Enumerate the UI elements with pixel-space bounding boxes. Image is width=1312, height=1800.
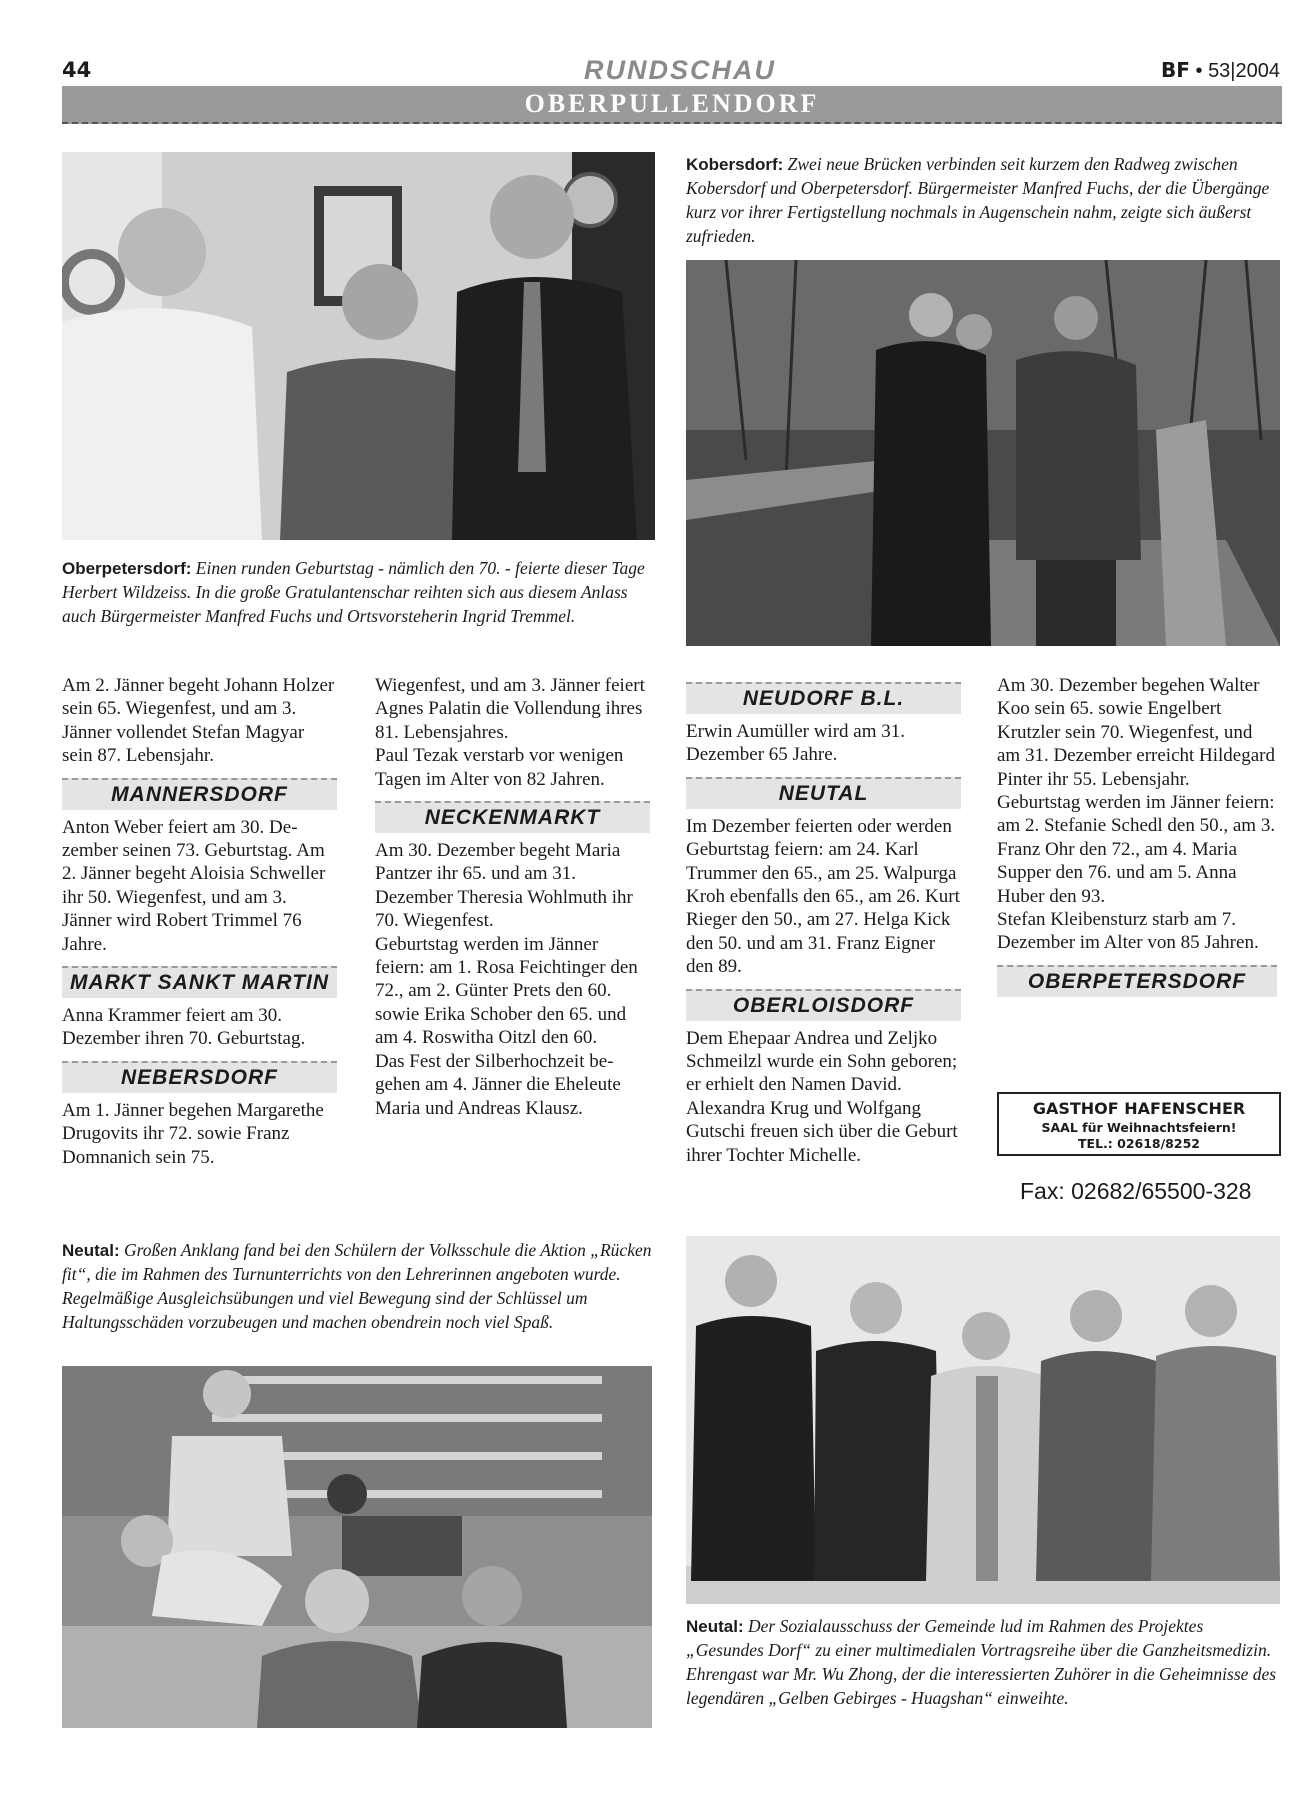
issue-brand: BF bbox=[1161, 58, 1190, 82]
paragraph: Wiegenfest, und am 3. Jänner feiert Agnes Palatin die Vollendung ihres 81. Lebensjahres. bbox=[375, 675, 645, 743]
caption-school bbox=[62, 1238, 658, 1334]
section-heading: NECKENMARKT bbox=[375, 801, 650, 833]
section-heading: NEUDORF B.L. bbox=[686, 682, 961, 714]
paragraph: Dem Ehepaar Andrea und Zeljko Schmeilzl wurde ein Sohn geboren; er erhielt den Namen David. Alexandra Krug und Wolfgang Gutschi freuen sich über die Geburt ihrer Tochter Michelle. bbox=[686, 1027, 958, 1166]
photo-group bbox=[686, 1236, 1280, 1604]
page-number: 44 bbox=[62, 58, 92, 82]
paragraph: Geburtstag werden im Jänner feiern: am 1. Rosa Feichtinger den 72., am 2. Günter Prets den 60. sowie Erika Schober den 65. und am 4. Roswitha Oitzl den 60. bbox=[375, 933, 638, 1049]
photo-birthday bbox=[62, 152, 655, 540]
photo-school bbox=[62, 1366, 652, 1728]
paragraph: Am 1. Jänner begehen Margarethe Drugovits ihr 72. sowie Franz Domnanich sein 75. bbox=[62, 1099, 324, 1168]
paragraph: Geburtstag werden im Jänner feiern: am 2. Stefanie Schedl den 50., am 3. Franz Ohr den 72., am 4. Maria Supper den 76. und am 5. Anna Huber den 93. bbox=[997, 792, 1276, 907]
paragraph: Anton Weber feiert am 30. Dezember seinen 73. Geburtstag. Am 2. Jänner begeht Aloisia Schweller ihr 50. Wiegenfest, und am 3. Jänner wird Robert Trimmel 76 Jahre. bbox=[62, 816, 326, 955]
caption-text: Zwei neue Brücken verbinden seit kurzem den Radweg zwischen Kobersdorf und Oberpetersdorf. Bürgermeister Manfred Fuchs, der die Übergänge kurz vor ihrer Fertigstellung nochmals in Augenschein nahm, zeigte sich äußerst zufrieden. bbox=[686, 154, 1270, 246]
issue-info bbox=[1161, 58, 1280, 83]
fax-number: Fax: 02682/65500-328 bbox=[1020, 1178, 1252, 1204]
column-3 bbox=[686, 674, 961, 1167]
paragraph: Stefan Kleibensturz starb am 7. Dezember im Alter von 85 Jahren. bbox=[997, 909, 1259, 954]
column-2 bbox=[375, 674, 650, 1120]
paragraph: Am 30. Dezember begeht Maria Pantzer ihr 65. und am 31. Dezember Theresia Wohlmuth ihr 70. Wiegenfest. bbox=[375, 840, 633, 932]
caption-group bbox=[686, 1614, 1280, 1710]
section-heading: OBERLOISDORF bbox=[686, 989, 961, 1021]
ad-name: GASTHOF HAFENSCHER bbox=[1032, 1099, 1246, 1118]
issue-separator: • bbox=[1195, 60, 1203, 82]
caption-place: Neutal: bbox=[686, 1617, 744, 1636]
caption-place: Neutal: bbox=[62, 1241, 120, 1260]
paragraph: Im Dezember feierten oder werden Geburtstag feiern: am 24. Karl Trummer den 65., am 25. Walpurga Kroh ebenfalls den 65., am 26. Kurt Rieger den 50., am 27. Helga Kick den 50. und am 31. Franz Eigner den 89. bbox=[686, 815, 960, 978]
section-heading: MANNERSDORF bbox=[62, 778, 337, 810]
column-1 bbox=[62, 674, 337, 1169]
section-heading: NEUTAL bbox=[686, 777, 961, 809]
caption-text: Der Sozialausschuss der Gemeinde lud im Rahmen des Projektes „Gesundes Dorf“ zu einer multimedialen Vortragsreihe über die Ganzheitsmedizin. Ehrengast war Mr. Wu Zhong, der die interessierten Zuhörer in die Geheimnisse des legendären „Gelben Gebirges - Huagshan“ einweihte. bbox=[686, 1616, 1277, 1708]
caption-text: Einen runden Geburtstag - nämlich den 70. - feierte dieser Tage Herbert Wildzeiss. In die große Gratulantenschar reihten sich aus diesem Anlass auch Bürgermeister Manfred Fuchs und Ortsvorsteherin Ingrid Tremmel. bbox=[62, 558, 645, 626]
section-heading: OBERPETERSDORF bbox=[997, 965, 1277, 997]
paragraph: Erwin Aumüller wird am 31. Dezember 65 Jahre. bbox=[686, 721, 905, 766]
paragraph: Paul Tezak verstarb vor wenigen Tagen im Alter von 82 Jahren. bbox=[375, 745, 624, 790]
ad-gasthof bbox=[997, 1092, 1281, 1156]
paragraph: Das Fest der Silberhochzeit begehen am 4. Jänner die Eheleute Maria und Andreas Klausz. bbox=[375, 1050, 621, 1119]
masthead: RUNDSCHAU bbox=[584, 55, 776, 85]
ad-phone: TEL.: 02618/8252 bbox=[1078, 1136, 1200, 1151]
caption-text: Großen Anklang fand bei den Schülern der Volksschule die Aktion „Rücken fit“, die im Rahmen des Turnunterrichts von den Lehrerinnen angeboten wurde. Regelmäßige Ausgleichsübungen und viel Bewegung sind der Schlüssel um Haltungsschäden vorzubeugen und machen obendrein noch viel Spaß. bbox=[62, 1240, 652, 1332]
paragraph: Anna Krammer feiert am 30. Dezember ihren 70. Geburtstag. bbox=[62, 1005, 306, 1050]
caption-place: Oberpetersdorf: bbox=[62, 559, 192, 578]
photo-bridge bbox=[686, 260, 1280, 646]
column-4 bbox=[997, 674, 1277, 1003]
section-heading: NEBERSDORF bbox=[62, 1061, 337, 1093]
caption-bridge bbox=[686, 152, 1282, 248]
paragraph: Am 30. Dezember begehen Walter Koo sein 65. sowie Engelbert Krutzler sein 70. Wiegenfest, und am 31. Dezember erreicht Hildegard Pinter ihr 55. Lebensjahr. bbox=[997, 675, 1276, 790]
caption-birthday bbox=[62, 556, 658, 628]
issue-number: 53|2004 bbox=[1208, 60, 1280, 82]
ad-line: SAAL für Weihnachtsfeiern! bbox=[1041, 1120, 1237, 1135]
section-title: OBERPULLENDORF bbox=[524, 89, 820, 118]
paragraph: Am 2. Jänner begeht Johann Holzer sein 65. Wiegenfest, und am 3. Jänner vollendet Stefan Magyar sein 87. Lebensjahr. bbox=[62, 675, 335, 767]
caption-place: Kobersdorf: bbox=[686, 155, 784, 174]
section-heading: MARKT SANKT MARTIN bbox=[62, 966, 337, 998]
